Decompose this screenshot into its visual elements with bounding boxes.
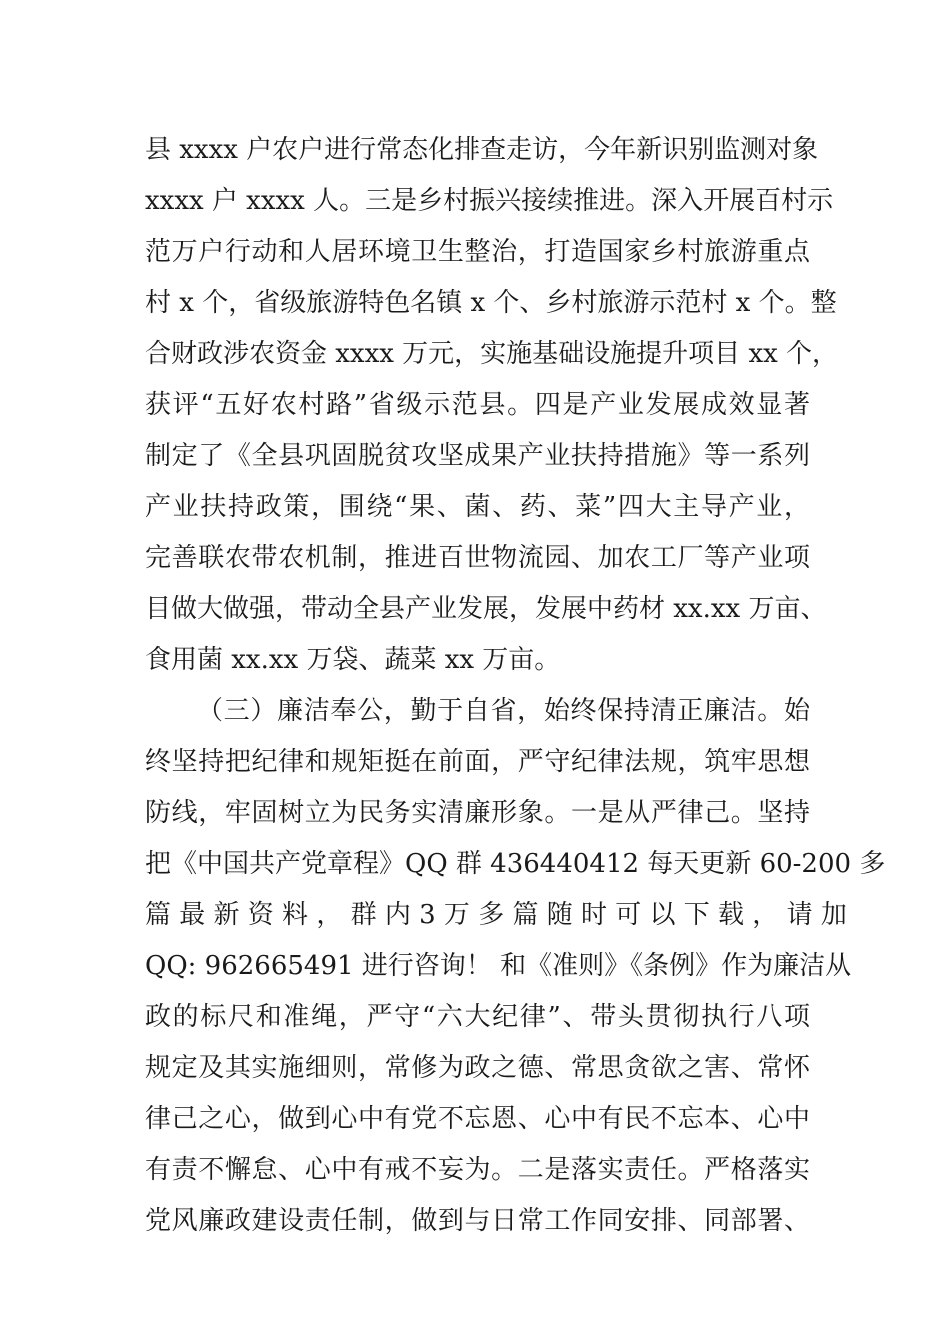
text-line: xxxx 户 xxxx 人。三是乡村振兴接续推进。深入开展百村示 <box>145 186 834 216</box>
section-heading-line: （三）廉洁奉公，勤于自省，始终保持清正廉洁。始 <box>197 696 810 726</box>
text-line: 目做大做强，带动全县产业发展，发展中药材 xx.xx 万亩、 <box>145 594 827 624</box>
text-line: 制定了《全县巩固脱贫攻坚成果产业扶持措施》等一系列 <box>145 441 810 471</box>
text-line: QQ: 962665491 进行咨询！ 和《准则》《条例》作为廉洁从 <box>145 951 852 981</box>
document-body <box>145 125 886 1247</box>
text-line: 政的标尺和准绳，严守“六大纪律”、带头贯彻执行八项 <box>145 1002 810 1032</box>
text-line: 获评“五好农村路”省级示范县。四是产业发展成效显著 <box>145 390 810 420</box>
text-line: 有责不懈怠、心中有戒不妄为。二是落实责任。严格落实 <box>145 1155 810 1185</box>
text-line: 规定及其实施细则，常修为政之德、常思贪欲之害、常怀 <box>145 1053 810 1083</box>
text-line: 律己之心，做到心中有党不忘恩、心中有民不忘本、心中 <box>145 1104 810 1134</box>
text-line: 完善联农带农机制，推进百世物流园、加农工厂等产业项 <box>145 543 810 573</box>
text-line: 合财政涉农资金 xxxx 万元，实施基础设施提升项目 xx 个， <box>145 339 839 369</box>
text-line: 县 xxxx 户农户进行常态化排查走访，今年新识别监测对象 <box>145 135 819 165</box>
text-line: 范万户行动和人居环境卫生整治，打造国家乡村旅游重点 <box>145 237 810 267</box>
text-line: 把《中国共产党章程》QQ 群 436440412 每天更新 60-200 多 <box>145 849 886 879</box>
text-line: 终坚持把纪律和规矩挺在前面，严守纪律法规，筑牢思想 <box>145 747 810 777</box>
text-line: 村 x 个，省级旅游特色名镇 x 个、乡村旅游示范村 x 个。整 <box>145 288 837 318</box>
text-line: 篇 最 新 资 料 ， 群 内 3 万 多 篇 随 时 可 以 下 载 ， 请 加 <box>145 900 847 930</box>
text-line: 防线，牢固树立为民务实清廉形象。一是从严律己。坚持 <box>145 798 810 828</box>
paragraph-end-line: 食用菌 xx.xx 万袋、蔬菜 xx 万亩。 <box>145 645 561 675</box>
text-line: 党风廉政建设责任制，做到与日常工作同安排、同部署、 <box>145 1206 810 1236</box>
text-line: 产业扶持政策，围绕“果、菌、药、菜”四大主导产业， <box>145 492 810 522</box>
